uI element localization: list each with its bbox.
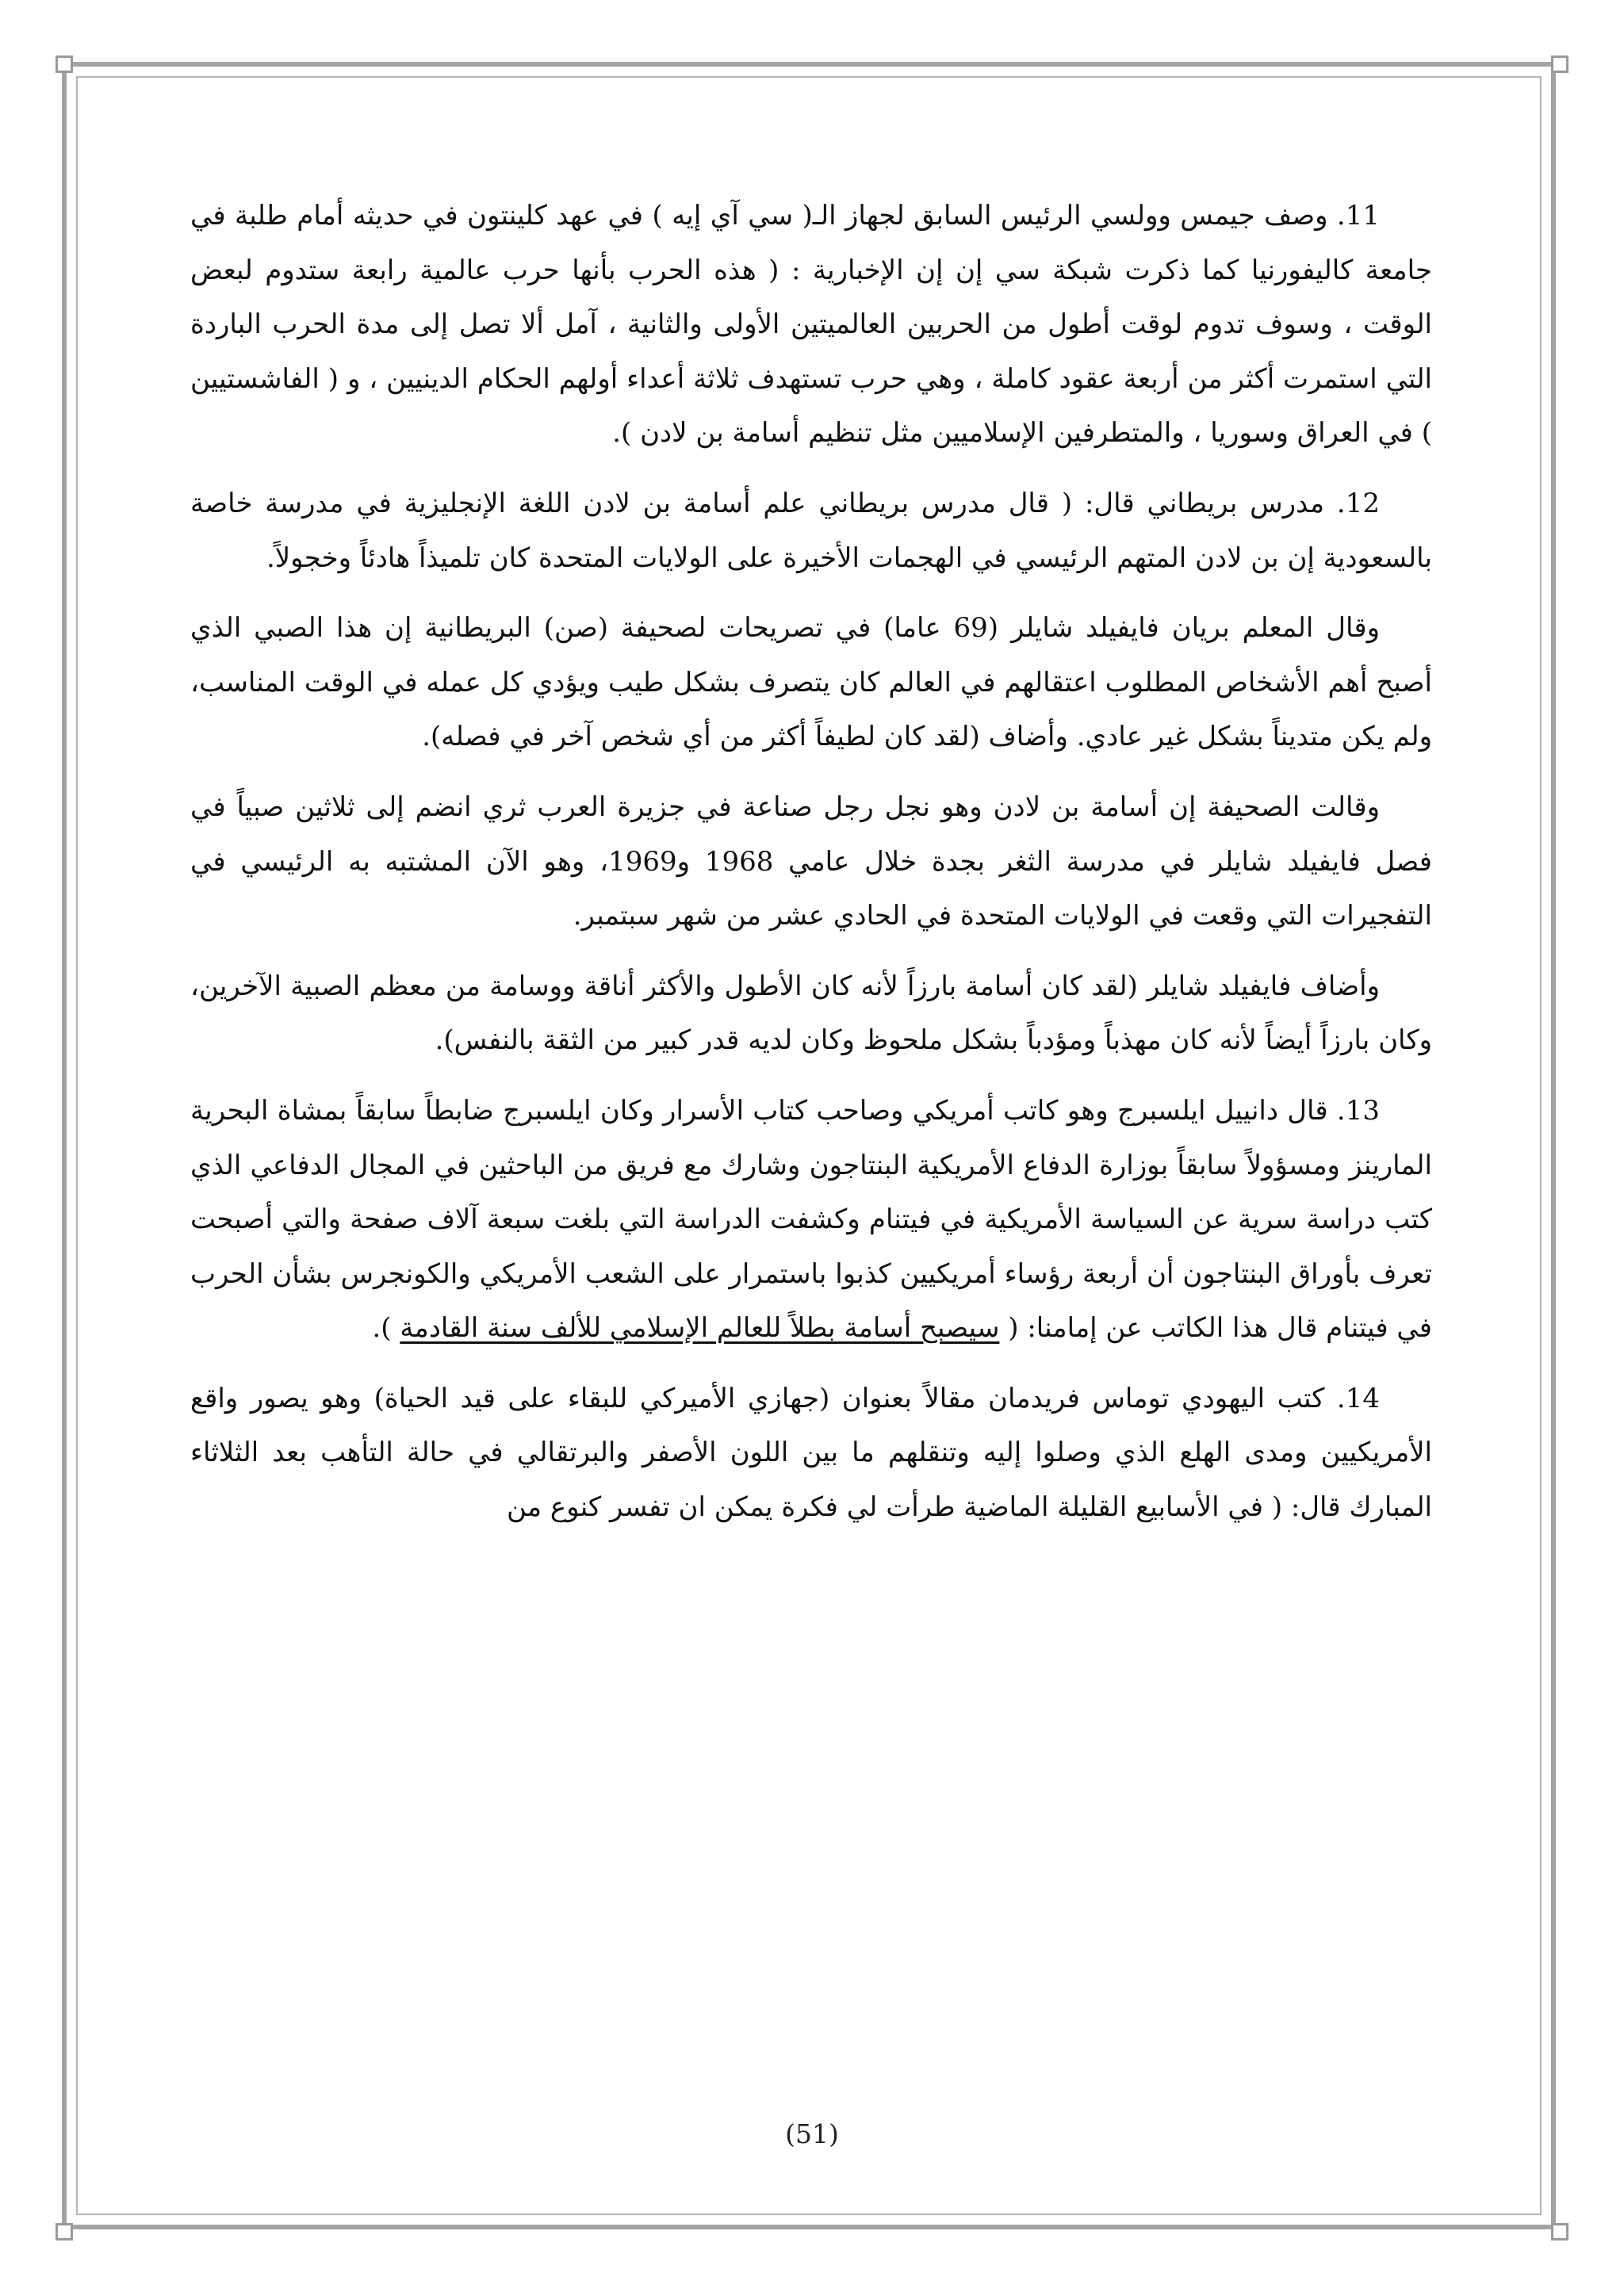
border-corner-ornament <box>1551 55 1568 73</box>
paragraph-14: 14. كتب اليهودي توماس فريدمان مقالاً بعنوان (جهازي الأميركي للبقاء على قيد الحياة) وهو يصور واقع الأمريكيين ومدى الهلع الذي وصلوا إليه وتنقلهم ما بين اللون الأصفر والبرتقالي في حالة التأهب بعد الثلاثاء المبارك قال: ( في الأسابيع القليلة الماضية طرأت لي فكرة يمكن ان تفسر كنوع من <box>190 1382 1432 1524</box>
border-corner-ornament <box>1551 2223 1568 2241</box>
page-body <box>190 189 1432 1551</box>
paragraph-12: 12. مدرس بريطاني قال: ( قال مدرس بريطاني علم أسامة بن لادن اللغة الإنجليزية في مدرسة خاصة بالسعودية إن بن لادن المتهم الرئيسي في الهجمات الأخيرة على الولايات المتحدة كان تلميذاً هادئاً وخجولاً. <box>190 487 1432 574</box>
border-corner-ornament <box>56 2223 73 2241</box>
paragraph-13-closing: ). <box>372 1312 400 1345</box>
paragraph-11: 11. وصف جيمس وولسي الرئيس السابق لجهاز الـ( سي آي إيه ) في عهد كلينتون في حديثه أمام طلبة في جامعة كاليفورنيا كما ذكرت شبكة سي إن إن الإخبارية : ( هذه الحرب بأنها حرب عالمية رابعة ستدوم لبعض الوقت ، وسوف تدوم لوقت أطول من الحربين العالميتين الأولى والثانية ، آمل ألا تصل إلى مدة الحرب الباردة التي استمرت أكثر من أربعة عقود كاملة ، وهي حرب تستهدف ثلاثة أعداء أولهم الحكام الدينيين ، و ( الفاشستيين ) في العراق وسوريا ، والمتطرفين الإسلاميين مثل تنظيم أسامة بن لادن ). <box>190 200 1432 450</box>
paragraph-12-added: وأضاف فايفيلد شايلر (لقد كان أسامة بارزاً لأنه كان الأطول والأكثر أناقة ووسامة من معظم الصبية الآخرين، وكان بارزاً أيضاً لأنه كان مهذباً ومؤدباً بشكل ملحوظ وكان لديه قدر كبير من الثقة بالنفس). <box>190 970 1432 1057</box>
paragraph-12-teacher-quote: وقال المعلم بريان فايفيلد شايلر (69 عاما) في تصريحات لصحيفة (صن) البريطانية إن هذا الصبي الذي أصبح أهم الأشخاص المطلوب اعتقالهم في العالم كان يتصرف بشكل طيب ويؤدي كل عمله في الوقت المناسب، ولم يكن متديناً بشكل غير عادي. وأضاف (لقد كان لطيفاً أكثر من أي شخص آخر في فصله). <box>190 612 1432 753</box>
paragraph-13 <box>190 1084 1432 1356</box>
paragraph-12-newspaper: وقالت الصحيفة إن أسامة بن لادن وهو نجل رجل صناعة في جزيرة العرب ثري انضم إلى ثلاثين صبياً في فصل فايفيلد شايلر في مدرسة الثغر بجدة خلال عامي 1968 و1969، وهو الآن المشتبه به الرئيسي في التفجيرات التي وقعت في الولايات المتحدة في الحادي عشر من شهر سبتمبر. <box>190 790 1432 932</box>
paragraph-13-text: 13. قال دانييل ايلسبرج وهو كاتب أمريكي وصاحب كتاب الأسرار وكان ايلسبرج ضابطاً سابقاً بمشاة البحرية المارينز ومسؤولاً سابقاً بوزارة الدفاع الأمريكية البنتاجون وشارك مع فريق من الباحثين في المجال الدفاعي الذي كتب دراسة سرية عن السياسة الأمريكية في فيتنام وكشفت الدراسة التي بلغت سبعة آلاف صفحة والتي أصبحت تعرف بأوراق البنتاجون أن أربعة رؤساء أمريكيين كذبوا باستمرار على الشعب الأمريكي والكونجرس بشأن الحرب في فيتنام قال هذا الكاتب عن إمامنا: ( <box>190 1094 1432 1345</box>
page-number: (51) <box>785 2118 839 2149</box>
underlined-quote: سيصبح أسامة بطلاً للعالم الإسلامي للألف سنة القادمة <box>400 1312 1000 1345</box>
border-corner-ornament <box>56 55 73 73</box>
